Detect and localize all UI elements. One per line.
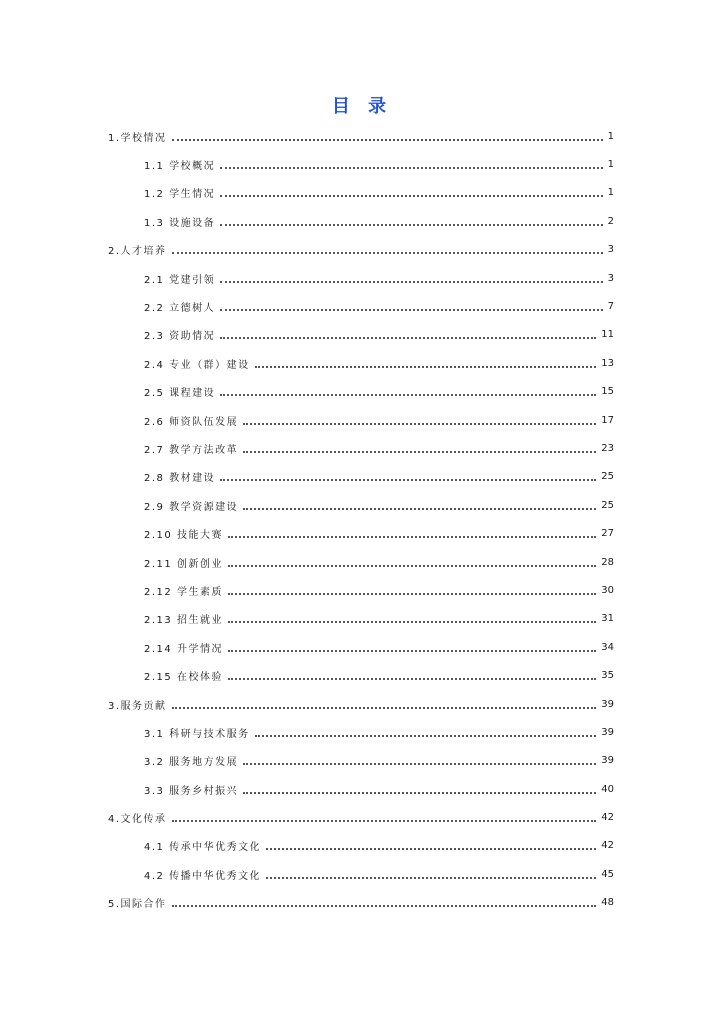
toc-entry-page-number: 15	[601, 386, 614, 398]
dot-leader	[228, 592, 596, 595]
dot-leader	[243, 762, 596, 765]
page-title: 目 录	[331, 96, 393, 117]
dot-leader	[243, 450, 596, 453]
toc-entry-label: 3.2 服务地方发展	[144, 757, 239, 769]
dot-leader	[255, 365, 597, 368]
dot-leader	[243, 422, 596, 425]
toc-entry-label: 1.1 学校概况	[144, 161, 216, 173]
toc-entry-label: 2.2 立德树人	[144, 303, 216, 315]
dot-leader	[243, 791, 596, 794]
dot-leader	[220, 308, 603, 311]
toc-entry-page-number: 11	[601, 329, 614, 341]
toc-entry-label: 2.5 课程建设	[144, 388, 216, 400]
toc-entry-label: 2.11 创新创业	[144, 558, 223, 570]
toc-entry-page-number: 42	[601, 812, 614, 824]
toc-entry[interactable]	[108, 661, 614, 689]
toc-entry-page-number: 13	[601, 357, 614, 369]
dot-leader	[172, 138, 603, 141]
toc-entry-label: 2.10 技能大赛	[144, 530, 223, 542]
toc-entry-label: 2.12 学生素质	[144, 586, 223, 598]
toc-entry[interactable]	[108, 122, 614, 150]
toc-entry-page-number: 40	[601, 783, 614, 795]
toc-entry[interactable]	[108, 860, 614, 888]
toc-entry-label: 2.8 教材建设	[144, 473, 216, 485]
toc-entry-page-number: 1	[607, 187, 614, 199]
toc-entry[interactable]	[108, 434, 614, 462]
dot-leader	[172, 251, 603, 254]
dot-leader	[172, 706, 597, 709]
toc-entry[interactable]	[108, 378, 614, 406]
toc-entry-label: 2.14 升学情况	[144, 643, 223, 655]
toc-entry-label: 2.6 师资队伍发展	[144, 416, 239, 428]
toc-entry-page-number: 28	[601, 556, 614, 568]
toc-entry-page-number: 39	[601, 698, 614, 710]
toc-entry[interactable]	[108, 463, 614, 491]
toc-entry-label: 2.9 教学资源建设	[144, 501, 239, 513]
toc-entry[interactable]	[108, 775, 614, 803]
toc-entry[interactable]	[108, 406, 614, 434]
toc-entry-label: 3.服务贡献	[108, 700, 167, 712]
toc-entry[interactable]	[108, 718, 614, 746]
toc-entry[interactable]	[108, 803, 614, 831]
toc-entry-page-number: 25	[601, 471, 614, 483]
toc-entry[interactable]	[108, 633, 614, 661]
toc-entry-label: 4.2 传播中华优秀文化	[144, 870, 262, 882]
toc-entry[interactable]	[108, 548, 614, 576]
dot-leader	[220, 280, 603, 283]
toc-entry-label: 2.3 资助情况	[144, 331, 216, 343]
toc-entry-label: 2.4 专业（群）建设	[144, 359, 250, 371]
toc-entry[interactable]	[108, 576, 614, 604]
toc-entry-page-number: 34	[601, 641, 614, 653]
toc-entry-page-number: 7	[607, 301, 614, 313]
dot-leader	[266, 847, 596, 850]
table-of-contents	[108, 122, 614, 917]
toc-entry-page-number: 25	[601, 499, 614, 511]
toc-entry[interactable]	[108, 349, 614, 377]
toc-entry-page-number: 39	[601, 755, 614, 767]
toc-entry-label: 1.学校情况	[108, 132, 167, 144]
toc-entry-page-number: 1	[607, 159, 614, 171]
dot-leader	[228, 564, 596, 567]
toc-entry[interactable]	[108, 832, 614, 860]
toc-entry[interactable]	[108, 605, 614, 633]
toc-entry-label: 2.1 党建引领	[144, 274, 216, 286]
toc-entry-page-number: 3	[607, 272, 614, 284]
dot-leader	[220, 393, 596, 396]
toc-entry-label: 1.2 学生情况	[144, 189, 216, 201]
toc-entry[interactable]	[108, 150, 614, 178]
toc-entry-page-number: 45	[601, 868, 614, 880]
toc-entry-label: 3.3 服务乡村振兴	[144, 785, 239, 797]
toc-entry[interactable]	[108, 747, 614, 775]
dot-leader	[172, 904, 597, 907]
dot-leader	[228, 649, 596, 652]
toc-entry-label: 2.7 教学方法改革	[144, 444, 239, 456]
dot-leader	[220, 166, 603, 169]
dot-leader	[266, 876, 596, 879]
toc-entry-page-number: 30	[601, 584, 614, 596]
toc-entry-page-number: 3	[607, 244, 614, 256]
dot-leader	[220, 194, 603, 197]
toc-entry[interactable]	[108, 264, 614, 292]
dot-leader	[228, 620, 596, 623]
toc-entry-label: 4.文化传承	[108, 814, 167, 826]
toc-entry[interactable]	[108, 207, 614, 235]
toc-entry-page-number: 23	[601, 442, 614, 454]
toc-entry[interactable]	[108, 519, 614, 547]
toc-entry-label: 3.1 科研与技术服务	[144, 728, 250, 740]
toc-entry-page-number: 2	[607, 215, 614, 227]
toc-entry[interactable]	[108, 179, 614, 207]
toc-entry[interactable]	[108, 889, 614, 917]
dot-leader	[220, 223, 603, 226]
toc-entry-page-number: 1	[607, 130, 614, 142]
dot-leader	[255, 734, 597, 737]
toc-entry-page-number: 42	[601, 840, 614, 852]
dot-leader	[220, 336, 596, 339]
toc-entry-label: 4.1 传承中华优秀文化	[144, 842, 262, 854]
dot-leader	[172, 819, 597, 822]
toc-entry-page-number: 39	[601, 726, 614, 738]
dot-leader	[243, 507, 596, 510]
toc-entry[interactable]	[108, 236, 614, 264]
toc-entry-page-number: 17	[601, 414, 614, 426]
toc-entry-label: 2.人才培养	[108, 246, 167, 258]
toc-entry-page-number: 35	[601, 670, 614, 682]
toc-entry-label: 2.15 在校体验	[144, 672, 223, 684]
toc-entry-label: 1.3 设施设备	[144, 217, 216, 229]
dot-leader	[220, 478, 596, 481]
toc-entry-page-number: 48	[601, 897, 614, 909]
toc-entry-label: 2.13 招生就业	[144, 615, 223, 627]
toc-entry[interactable]	[108, 491, 614, 519]
toc-entry[interactable]	[108, 690, 614, 718]
dot-leader	[228, 677, 596, 680]
toc-entry-label: 5.国际合作	[108, 899, 167, 911]
toc-entry[interactable]	[108, 292, 614, 320]
toc-entry-page-number: 27	[601, 528, 614, 540]
dot-leader	[228, 535, 596, 538]
toc-entry-page-number: 31	[601, 613, 614, 625]
toc-entry[interactable]	[108, 321, 614, 349]
